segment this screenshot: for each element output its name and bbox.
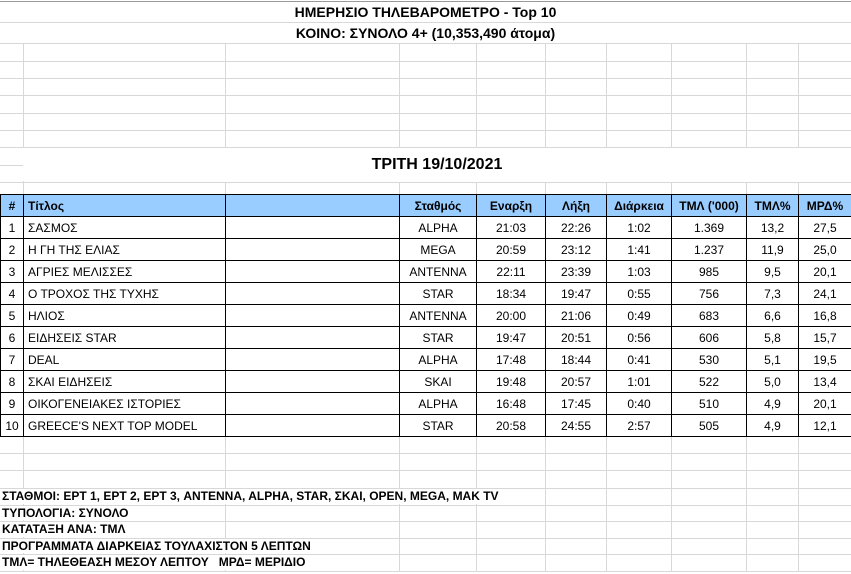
cell-tml-000[interactable]: 683 (672, 305, 747, 327)
cell-mrd-pct[interactable]: 12,1 (799, 415, 851, 437)
grid-line (671, 182, 672, 194)
grid-line (0, 1, 851, 2)
footer-note: ΚΑΤΑΤΑΞΗ ΑΝΑ: ΤΜΛ (0, 522, 130, 537)
cell-start[interactable]: 18:34 (477, 283, 546, 305)
report-title: ΗΜΕΡΗΣΙΟ ΤΗΛΕΒΑΡΟΜΕΤΡΟ - Top 10 (0, 2, 851, 22)
cell-start[interactable]: 19:48 (477, 371, 546, 393)
cell-rank[interactable]: 10 (1, 415, 24, 437)
grid-line (0, 147, 851, 148)
cell-start[interactable]: 20:00 (477, 305, 546, 327)
grid-line (545, 182, 546, 194)
cell-tml-000[interactable]: 522 (672, 371, 747, 393)
cell-end[interactable]: 20:57 (546, 371, 607, 393)
cell-title[interactable]: ΕΙΔΗΣΕΙΣ STAR (24, 327, 226, 349)
col-header-title[interactable]: Τίτλος (24, 195, 226, 217)
grid-line (0, 554, 851, 555)
cell-blank[interactable] (226, 349, 400, 371)
cell-start[interactable]: 20:59 (477, 239, 546, 261)
grid-line (399, 437, 400, 571)
grid-line (0, 165, 23, 166)
cell-tml-pct[interactable]: 6,6 (747, 305, 799, 327)
cell-tml-pct[interactable]: 5,8 (747, 327, 799, 349)
footer-note: ΤΥΠΟΛΟΓΙΑ: ΣΥΝΟΛΟ (0, 506, 132, 521)
cell-tml-000[interactable]: 505 (672, 415, 747, 437)
col-header-tml-pct[interactable]: ΤΜΛ% (747, 195, 799, 217)
grid-line (0, 538, 851, 539)
cell-mrd-pct[interactable]: 16,8 (799, 305, 851, 327)
cell-rank[interactable]: 7 (1, 349, 24, 371)
col-header-end[interactable]: Λήξη (546, 195, 607, 217)
cell-tml-000[interactable]: 1.237 (672, 239, 747, 261)
cell-tml-000[interactable]: 985 (672, 261, 747, 283)
col-header-station[interactable]: Σταθμός (400, 195, 477, 217)
col-header-blank[interactable] (226, 195, 400, 217)
cell-tml-pct[interactable]: 4,9 (747, 415, 799, 437)
cell-end[interactable]: 19:47 (546, 283, 607, 305)
cell-mrd-pct[interactable]: 15,7 (799, 327, 851, 349)
cell-start[interactable]: 17:48 (477, 349, 546, 371)
cell-rank[interactable]: 6 (1, 327, 24, 349)
cell-station[interactable]: STAR (400, 283, 477, 305)
cell-mrd-pct[interactable]: 19,5 (799, 349, 851, 371)
cell-title[interactable]: Ο ΤΡΟΧΟΣ ΤΗΣ ΤΥΧΗΣ (24, 283, 226, 305)
grid-line (545, 437, 546, 571)
col-header-duration[interactable]: Διάρκεια (607, 195, 672, 217)
grid-line (0, 453, 851, 454)
cell-title[interactable]: GREECE'S NEXT TOP MODEL (24, 415, 226, 437)
cell-duration[interactable]: 0:56 (607, 327, 672, 349)
cell-duration[interactable]: 1:41 (607, 239, 672, 261)
cell-mrd-pct[interactable]: 20,1 (799, 261, 851, 283)
table-row (1, 327, 851, 349)
cell-duration[interactable]: 0:41 (607, 349, 672, 371)
cell-end[interactable]: 24:55 (546, 415, 607, 437)
grid-line (0, 43, 851, 44)
grid-line (0, 61, 851, 62)
grid-line (606, 437, 607, 571)
grid-line (0, 505, 851, 506)
table-row (1, 415, 851, 437)
ratings-table (0, 194, 851, 437)
grid-line (0, 22, 851, 23)
grid-line (671, 437, 672, 571)
table-row (1, 305, 851, 327)
grid-line (798, 437, 799, 571)
cell-station[interactable]: ANTENNA (400, 305, 477, 327)
cell-tml-pct[interactable]: 5,0 (747, 371, 799, 393)
cell-duration[interactable]: 2:57 (607, 415, 672, 437)
grid-line (0, 470, 851, 471)
cell-end[interactable]: 18:44 (546, 349, 607, 371)
cell-station[interactable]: MEGA (400, 239, 477, 261)
cell-station[interactable]: STAR (400, 415, 477, 437)
grid-line (0, 182, 851, 183)
cell-start[interactable]: 16:48 (477, 393, 546, 415)
cell-end[interactable]: 23:12 (546, 239, 607, 261)
cell-blank[interactable] (226, 415, 400, 437)
grid-line (606, 182, 607, 194)
cell-title[interactable]: ΟΙΚΟΓΕΝΕΙΑΚΕΣ ΙΣΤΟΡΙΕΣ (24, 393, 226, 415)
cell-tml-000[interactable]: 510 (672, 393, 747, 415)
report-subtitle: ΚΟΙΝΟ: ΣΥΝΟΛΟ 4+ (10,353,490 άτομα) (0, 23, 851, 43)
cell-rank[interactable]: 1 (1, 217, 24, 239)
cell-duration[interactable]: 0:49 (607, 305, 672, 327)
grid-line (746, 182, 747, 194)
cell-station[interactable]: ANTENNA (400, 261, 477, 283)
cell-blank[interactable] (226, 283, 400, 305)
cell-tml-000[interactable]: 756 (672, 283, 747, 305)
cell-tml-pct[interactable]: 11,9 (747, 239, 799, 261)
table-row (1, 349, 851, 371)
cell-title[interactable]: ΣΑΣΜΟΣ (24, 217, 226, 239)
cell-station[interactable]: SKAI (400, 371, 477, 393)
grid-line (0, 571, 851, 572)
cell-end[interactable]: 21:06 (546, 305, 607, 327)
cell-mrd-pct[interactable]: 20,1 (799, 393, 851, 415)
grid-line (0, 130, 851, 131)
cell-tml-000[interactable]: 606 (672, 327, 747, 349)
table-row (1, 261, 851, 283)
cell-blank[interactable] (226, 217, 400, 239)
cell-duration[interactable]: 1:03 (607, 261, 672, 283)
table-header-row (1, 195, 851, 217)
cell-start[interactable]: 20:58 (477, 415, 546, 437)
table-row (1, 217, 851, 239)
cell-tml-pct[interactable]: 5,1 (747, 349, 799, 371)
table-row (1, 371, 851, 393)
col-header-tml-000[interactable]: ΤΜΛ ('000) (672, 195, 747, 217)
footer-note: ΤΜΛ= ΤΗΛΕΘΕΑΣΗ ΜΕΣΟΥ ΛΕΠΤΟΥ ΜΡΔ= ΜΕΡΙΔΙΟ (0, 555, 309, 570)
cell-station[interactable]: ALPHA (400, 349, 477, 371)
grid-line (0, 113, 851, 114)
col-header-mrd-pct[interactable]: ΜΡΔ% (799, 195, 851, 217)
grid-line (0, 488, 851, 489)
table-row (1, 239, 851, 261)
cell-rank[interactable]: 8 (1, 371, 24, 393)
cell-blank[interactable] (226, 327, 400, 349)
cell-start[interactable]: 19:47 (477, 327, 546, 349)
grid-line (23, 182, 24, 194)
cell-rank[interactable]: 9 (1, 393, 24, 415)
footer-note: ΠΡΟΓΡΑΜΜΑΤΑ ΔΙΑΡΚΕΙΑΣ ΤΟΥΛΑΧΙΣΤΟΝ 5 ΛΕΠΤΩΝ (0, 539, 315, 554)
grid-line (476, 182, 477, 194)
cell-station[interactable]: ALPHA (400, 393, 477, 415)
cell-mrd-pct[interactable]: 25,0 (799, 239, 851, 261)
cell-blank[interactable] (226, 305, 400, 327)
grid-line (0, 95, 851, 96)
cell-duration[interactable]: 1:01 (607, 371, 672, 393)
date-heading: ΤΡΙΤΗ 19/10/2021 (23, 148, 851, 181)
cell-title[interactable]: ΑΓΡΙΕΣ ΜΕΛΙΣΣΕΣ (24, 261, 226, 283)
cell-mrd-pct[interactable]: 24,1 (799, 283, 851, 305)
cell-tml-pct[interactable]: 7,3 (747, 283, 799, 305)
cell-start[interactable]: 22:11 (477, 261, 546, 283)
cell-end[interactable]: 17:45 (546, 393, 607, 415)
grid-line (399, 182, 400, 194)
cell-tml-pct[interactable]: 4,9 (747, 393, 799, 415)
cell-blank[interactable] (226, 239, 400, 261)
cell-duration[interactable]: 0:40 (607, 393, 672, 415)
cell-rank[interactable]: 5 (1, 305, 24, 327)
cell-title[interactable]: DEAL (24, 349, 226, 371)
cell-title[interactable]: ΗΛΙΟΣ (24, 305, 226, 327)
cell-title[interactable]: ΣΚΑΙ ΕΙΔΗΣΕΙΣ (24, 371, 226, 393)
cell-mrd-pct[interactable]: 27,5 (799, 217, 851, 239)
grid-line (746, 437, 747, 571)
grid-line (798, 182, 799, 194)
col-header-start[interactable]: Εναρξη (477, 195, 546, 217)
cell-station[interactable]: ALPHA (400, 217, 477, 239)
cell-start[interactable]: 21:03 (477, 217, 546, 239)
cell-mrd-pct[interactable]: 13,4 (799, 371, 851, 393)
cell-rank[interactable]: 4 (1, 283, 24, 305)
grid-line (0, 78, 851, 79)
footer-note: ΣΤΑΘΜΟΙ: ΕΡΤ 1, ΕΡΤ 2, ΕΡΤ 3, ANTENNA, ALPHA, STAR, ΣΚΑΙ, OPEN, MEGA, MAK TV (0, 489, 503, 504)
cell-tml-000[interactable]: 1.369 (672, 217, 747, 239)
cell-duration[interactable]: 1:02 (607, 217, 672, 239)
cell-tml-pct[interactable]: 9,5 (747, 261, 799, 283)
cell-blank[interactable] (226, 371, 400, 393)
cell-rank[interactable]: 2 (1, 239, 24, 261)
cell-end[interactable]: 22:26 (546, 217, 607, 239)
table-row (1, 393, 851, 415)
cell-end[interactable]: 20:51 (546, 327, 607, 349)
cell-tml-pct[interactable]: 13,2 (747, 217, 799, 239)
grid-line (225, 182, 226, 194)
grid-line (0, 521, 851, 522)
grid-line (476, 437, 477, 571)
table-row (1, 283, 851, 305)
cell-blank[interactable] (226, 261, 400, 283)
cell-duration[interactable]: 0:55 (607, 283, 672, 305)
cell-station[interactable]: STAR (400, 327, 477, 349)
cell-blank[interactable] (226, 393, 400, 415)
cell-rank[interactable]: 3 (1, 261, 24, 283)
cell-tml-000[interactable]: 530 (672, 349, 747, 371)
cell-title[interactable]: Η ΓΗ ΤΗΣ ΕΛΙΑΣ (24, 239, 226, 261)
cell-end[interactable]: 23:39 (546, 261, 607, 283)
col-header-rank[interactable]: # (1, 195, 24, 217)
